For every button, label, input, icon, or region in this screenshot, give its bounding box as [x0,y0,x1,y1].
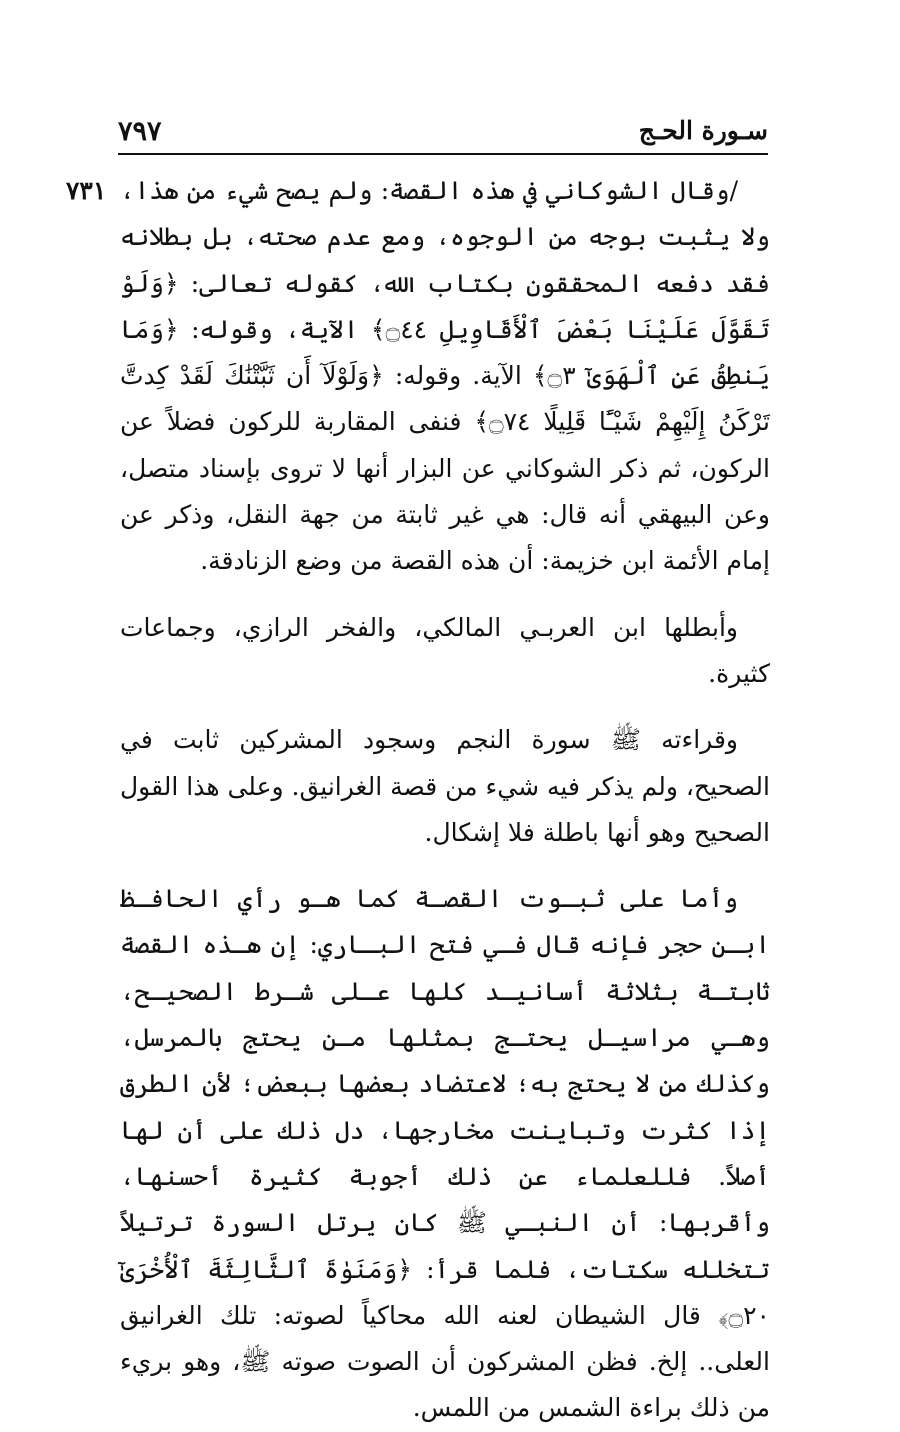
page-header [118,112,768,152]
surah-title: سـورة الحـج [638,116,768,145]
paragraph-2: وأبطلها ابن العربـي المالكي، والفخر الرازي، وجماعات كثيرة. [120,612,770,688]
body-text [120,168,770,1432]
paragraph-4: وأما على ثبـوت القصـة كما هـو رأي الحافـظ ابـن حجر فإنه قال فـي فتح البـاري: إن هـذه القصة ثابتـة بثلاثة أسانيـد كلها عـلى شـرط الصحيـح، وهـي مراسيـل يحتـج بمثلها مـن يحتج بالمرسل، وكذلك من لا يحتج به؛ لاعتضاد بعضها ببعض؛ لأن الطرق إذا كثرت وتباينت مخارجها، دل ذلك على أن لها أصلاً. فللعلماء عن ذلك أجوبة كثيرة أحسنها، وأقربها: أن النبـي ﷺ كان يرتل السورة ترتيلاً تتخلله سكتات، فلما قرأ: ﴿وَمَنَوٰةَ ٱلثَّالِثَةَ ٱلْأُخْرَىٰٓ ۝٢٠﴾ قال الشيطان لعنه الله محاكياً لصوته: تلك الغرانيق العلى.. إلخ. فظن المشركون أن الصوت صوته ﷺ، وهو بريء من ذلك براءة الشمس من اللمس. [120,884,770,1423]
header-divider [118,153,768,155]
paragraph-1: /وقال الشوكاني في هذه القصة: ولم يصح شيء من هذا، ولا يثبت بوجه من الوجوه، ومع عدم صحته، بل بطلانه فقد دفعه المحققون بكتاب الله، كقوله تعالى: ﴿وَلَوْ تَقَوَّلَ عَلَيْنَا بَعْضَ ٱلْأَقَاوِيلِ ۝٤٤﴾ الآية، وقوله: ﴿وَمَا يَنطِقُ عَنِ ٱلْهَوَىٰٓ ۝٣﴾ الآية. وقوله: ﴿وَلَوْلَآ أَن ثَبَّتْنَٰكَ لَقَدْ كِدتَّ تَرْكَنُ إِلَيْهِمْ شَيْـًٔا قَلِيلًا ۝٧٤﴾ فنفى المقاربة للركون فضلاً عن الركون، ثم ذكر الشوكاني عن البزار أنها لا تروى بإسناد متصل، وعن البيهقي أنه قال: هي غير ثابتة من جهة النقل، وذكر عن إمام الأئمة ابن خزيمة: أن هذه القصة من وضع الزنادقة. [120,176,771,576]
paragraph-3: وقراءته ﷺ سورة النجم وسجود المشركين ثابت في الصحيح، ولم يذكر فيه شيء من قصة الغرانيق. وعلى هذا القول الصحيح وهو أنها باطلة فلا إشكال. [120,725,770,847]
page-number: ٧٩٧ [118,116,162,147]
margin-reference-number: ٧٣١ [66,176,107,205]
